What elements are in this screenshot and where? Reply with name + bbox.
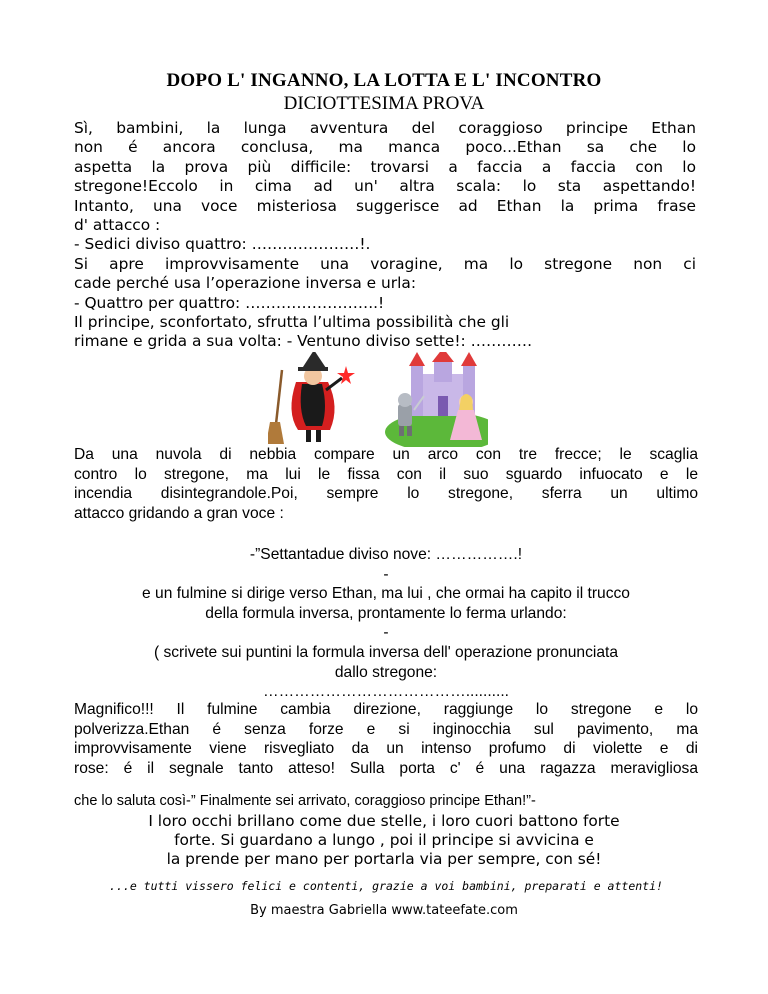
answer-blank: ………………………………….......... [262, 683, 510, 701]
page-subtitle: DICIOTTESIMA PROVA [283, 93, 485, 114]
text-line: Magnifico!!! Il fulmine cambia direzione, raggiunge lo stregone e lo [74, 701, 698, 718]
wizard-figure [268, 352, 355, 444]
story-paragraph-6 [0, 812, 768, 869]
exercise-line-2: - Quattro per quattro: ……………………..! [74, 293, 385, 312]
text-line: Sì, bambini, la lunga avventura del coraggioso principe Ethan [74, 119, 696, 137]
text-line: Da una nuvola di nebbia compare un arco con tre frecce; le scaglia [74, 446, 698, 463]
text-line: improvvisamente viene risvegliato da un intenso profumo di violette e di [74, 740, 698, 758]
text-line: la prende per mano per portarla via per sempre, con sé! [166, 850, 602, 868]
author-credit: By maestra Gabriella www.tateefate.com [250, 903, 518, 918]
castle-figure [385, 352, 488, 447]
text-line: Intanto, una voce misteriosa suggerisce ad Ethan la prima frase [74, 196, 696, 215]
text-line: polverizza.Ethan é senza forze e si inginocchia sul pavimento, ma [74, 720, 698, 738]
exercise-line-4: -”Settantadue diviso nove: …………….! [249, 546, 523, 563]
dash-separator: - [383, 565, 389, 583]
text-line: cade perché usa l’operazione inversa e urla: [74, 274, 417, 293]
text-line: e un fulmine si dirige verso Ethan, ma lui , che ormai ha capito il trucco [142, 585, 630, 603]
text-line: rose: é il segnale tanto atteso! Sulla porta c' é una ragazza meravigliosa [74, 759, 698, 777]
text-line: che lo saluta così-” Finalmente sei arrivato, coraggioso principe Ethan!”- [74, 793, 536, 809]
instruction-line: ( scrivete sui puntini la formula inversa dell' operazione pronunciata [153, 643, 619, 661]
text-line: stregone!Eccolo in cima ad un' altra scala: lo sta aspettando! [74, 177, 696, 196]
text-line: attacco gridando a gran voce : [74, 504, 284, 522]
story-paragraph-4 [74, 700, 698, 778]
text-line: aspetta la prova più difficile: trovarsi a faccia a faccia con lo [74, 157, 696, 176]
page-title: DOPO L' INGANNO, LA LOTTA E L' INCONTRO [166, 70, 602, 91]
story-illustration [268, 352, 488, 447]
closing-line: ...e tutti vissero felici e contenti, grazie a voi bambini, preparati e attenti! [109, 879, 663, 893]
text-line: contro lo stregone, ma lui le fissa con il suo sguardo infuocato e le [74, 465, 698, 483]
text-line: Il principe, sconfortato, sfrutta l’ultima possibilità che gli [74, 313, 510, 332]
exercise-line-3: rimane e grida a sua volta: - Ventuno diviso sette!: ………… [74, 332, 533, 351]
exercise-line-1: - Sedici diviso quattro: …………………!. [74, 235, 371, 254]
story-paragraph-1 [74, 119, 696, 352]
text-line: non é ancora conclusa, ma manca poco...Ethan sa che lo [74, 138, 696, 157]
text-line: della formula inversa, prontamente lo ferma urlando: [205, 604, 567, 622]
dash-separator: - [383, 624, 389, 642]
text-line: I loro occhi brillano come due stelle, i loro cuori battono forte [148, 812, 620, 830]
text-line: d' attacco : [74, 216, 161, 235]
story-paragraph-3 [74, 545, 698, 702]
greeting-line [74, 792, 698, 812]
instruction-line: dallo stregone: [334, 663, 438, 681]
text-line: forte. Si guardano a lungo , poi il principe si avvicina e [174, 831, 594, 849]
text-line: incendia disintegrandole.Poi, sempre lo stregone, sferra un ultimo [74, 485, 698, 503]
text-line: Si apre improvvisamente una voragine, ma lo stregone non ci [74, 254, 696, 273]
story-paragraph-2 [74, 445, 698, 523]
